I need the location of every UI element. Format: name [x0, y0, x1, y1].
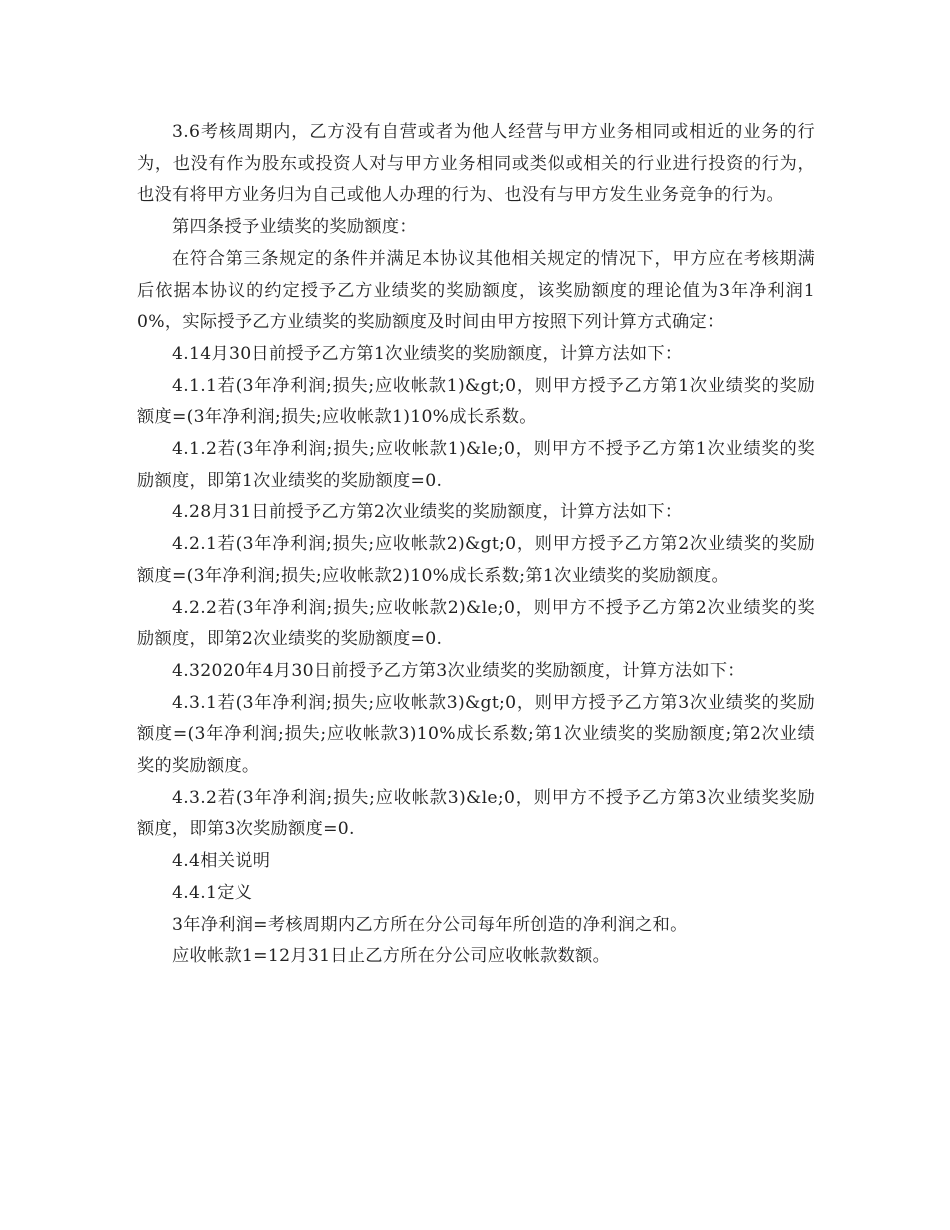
paragraph-article-4-intro: 在符合第三条规定的条件并满足本协议其他相关规定的情况下，甲方应在考核期满后依据本协议的约定授予乙方业绩奖的奖励额度，该奖励额度的理论值为3年净利润10%，实际授予乙方业绩奖的奖励额度及时间由甲方按照下列计算方式确定： [137, 248, 815, 333]
paragraph-4-3: 4.32020年4月30日前授予乙方第3次业绩奖的奖励额度，计算方法如下： [172, 660, 745, 681]
paragraph-4-2-1: 4.2.1若(3年净利润;损失;应收帐款2)&gt;0，则甲方授予乙方第2次业绩奖的奖励额度=(3年净利润;损失;应收帐款2)10%成长系数;第1次业绩奖的奖励额度。 [137, 534, 815, 586]
paragraph-4-4: 4.4相关说明 [172, 851, 271, 872]
paragraph-4-2: 4.28月31日前授予乙方第2次业绩奖的奖励额度，计算方法如下： [172, 502, 683, 523]
paragraph-definition-receivables: 应收帐款1=12月31日止乙方所在分公司应收帐款数额。 [172, 946, 611, 967]
paragraph-4-3-2: 4.3.2若(3年净利润;损失;应收帐款3)&le;0，则甲方不授予乙方第3次业绩奖奖励额度，即第3次奖励额度=0. [137, 787, 815, 840]
paragraph-3-6: 3.6考核周期内，乙方没有自营或者为他人经营与甲方业务相同或相近的业务的行为，也没有作为股东或投资人对与甲方业务相同或类似或相关的行业进行投资的行为，也没有将甲方业务归为自己或他人办理的行为、也没有与甲方发生业务竞争的行为。 [137, 122, 815, 206]
paragraph-4-3-1: 4.3.1若(3年净利润;损失;应收帐款3)&gt;0，则甲方授予乙方第3次业绩奖的奖励额度=(3年净利润;损失;应收帐款3)10%成长系数;第1次业绩奖的奖励额度;第2次业绩奖的奖励额度。 [137, 692, 815, 777]
paragraph-4-4-1: 4.4.1定义 [172, 882, 253, 903]
document-body [137, 117, 815, 973]
paragraph-4-1: 4.14月30日前授予乙方第1次业绩奖的奖励额度，计算方法如下： [172, 343, 683, 364]
paragraph-definition-net-profit: 3年净利润=考核周期内乙方所在分公司每年所创造的净利润之和。 [172, 914, 688, 935]
paragraph-4-1-2: 4.1.2若(3年净利润;损失;应收帐款1)&le;0，则甲方不授予乙方第1次业绩奖的奖励额度，即第1次业绩奖的奖励额度=0. [137, 439, 815, 491]
paragraph-4-1-1: 4.1.1若(3年净利润;损失;应收帐款1)&gt;0，则甲方授予乙方第1次业绩奖的奖励额度=(3年净利润;损失;应收帐款1)10%成长系数。 [137, 375, 815, 428]
paragraph-4-2-2: 4.2.2若(3年净利润;损失;应收帐款2)&le;0，则甲方不授予乙方第2次业绩奖的奖励额度，即第2次业绩奖的奖励额度=0. [137, 597, 815, 650]
paragraph-article-4-title: 第四条授予业绩奖的奖励额度： [172, 217, 417, 238]
